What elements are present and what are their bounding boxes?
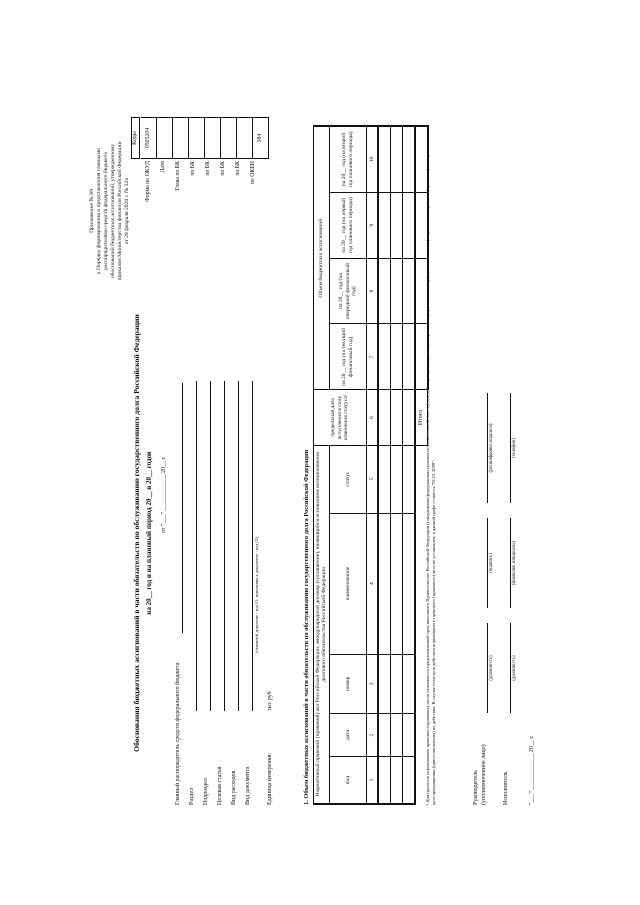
table-row [378, 126, 391, 804]
field-label-cs: Целевая статья [217, 766, 223, 805]
table-row [402, 126, 415, 804]
table-col-number-label: 7 [366, 324, 378, 390]
code-label: по ОКЕИ [250, 161, 256, 185]
field-line-podrazdel [210, 381, 211, 711]
table-col-number-label: 1 [366, 756, 378, 804]
table-col-number-label: 5 [366, 445, 378, 513]
field-label-podrazdel: Подраздел [203, 778, 209, 805]
appendix-number: Приложение № 89 [89, 189, 95, 233]
field-line-grs [182, 383, 183, 633]
unit-label: Единица измерения: [267, 752, 273, 805]
table-col-name: наименование [329, 513, 366, 654]
table-col-year-current: на 20__ год (на текущий финансовый год) [329, 324, 366, 390]
caption-position: (должность) [512, 655, 517, 681]
appendix-line: обоснований бюджетных ассигнований, утвержденному [109, 143, 116, 279]
code-vr [237, 118, 253, 158]
code-label: по БК [205, 161, 211, 176]
field-label-razdel: Раздел [189, 788, 195, 805]
table-row [390, 126, 402, 804]
table-col-date: дата [329, 714, 366, 757]
executor-label: Исполнитель [503, 771, 509, 805]
table-volume-header: Объем бюджетных ассигнований [314, 126, 330, 390]
code-label: Форма по ОКУД [145, 161, 151, 202]
table-col-year-plan1: на 20__ год (на первый год планового периода) [329, 192, 366, 258]
code-podrazdel [205, 118, 221, 158]
form-date-line: от "___" ____________ 20__ г. [161, 456, 167, 533]
caption-signature: (подпись) [489, 553, 494, 573]
head-label: Руководитель [473, 770, 479, 805]
codes-header: Коды [131, 117, 140, 159]
code-razdel [189, 118, 205, 158]
table-col-status: статус [329, 445, 366, 513]
table-col-number-label: 8 [366, 258, 378, 324]
caption-decoding: (расшифровка подписи) [489, 423, 494, 473]
code-cs [221, 118, 237, 158]
field-line-razdel [196, 381, 197, 711]
table-group-header: Нормативный правовой (правовой) акт Российской Федерации, международный договор (соглашение), являющийся основанием возникновения долгового обязательства Российской Федерации [314, 445, 330, 804]
executor-name-line [510, 518, 511, 608]
codes-column [141, 117, 269, 159]
code-glava [173, 118, 189, 158]
field-label-grs: Главный распорядитель средств федерального бюджета [175, 662, 181, 805]
field-label-doc: Вид документа [245, 766, 251, 805]
table-col-number-label: 10 [366, 126, 378, 192]
field-line-cs [224, 381, 225, 711]
table-col-number-label: 6 [366, 390, 378, 445]
appendix-header [89, 91, 131, 331]
table-col-year-next: на 20__ год (на очередной финансовый год) [329, 258, 366, 324]
executor-phone-line [510, 393, 511, 503]
table-col-year-plan2: на 20__ год (на второй год планового периода) [329, 126, 366, 192]
appendix-line: приказом Министерства финансов Российской Федерации [116, 141, 123, 281]
table-col-deadline: предельная дата вступления в силу изменения статуса¹ [314, 390, 367, 445]
code-label: по БК [220, 161, 226, 176]
appendix-line: к Порядку формирования и представления главными [95, 147, 102, 275]
table-col-number-label: 2 [366, 714, 378, 757]
code-date [157, 118, 173, 158]
table-col-number-label: 9 [366, 192, 378, 258]
caption-phone: (телефон) [512, 437, 517, 459]
field-line-vr [238, 381, 239, 711]
unit-value: тыс руб [267, 691, 273, 711]
section-title: 1. Объем бюджетных ассигнований в части обязательств по обслуживанию государственного долга Российской Федерации [303, 449, 310, 805]
document-subtitle: на 20__ год и на плановый период 20__ и 20__ годов [145, 451, 153, 615]
appendix-line: распорядителями средств федерального бюджета [102, 152, 109, 270]
code-label: по БК [235, 161, 241, 176]
caption-name: (фамилия, инициалы) [512, 540, 517, 586]
table-col-number: номер [329, 654, 366, 714]
table-total-label: Итого [415, 390, 428, 445]
code-label: Дата [160, 161, 166, 173]
field-line-doc [252, 381, 253, 711]
obligations-table [313, 125, 429, 805]
table-col-vid: вид [329, 756, 366, 804]
code-label: по БК [190, 161, 196, 176]
signature-date: "___" ____________ 20__ г. [529, 735, 535, 805]
doc-type-note: (основной документ - код 01; изменения к документу - код 02) [254, 536, 259, 653]
head-decoding-line [487, 393, 488, 503]
footnote: ¹ Для проектов нормативных правовых (правовых) актов указывается предполагаемый срок внесения в Правительство Российской Федерации (утверждения федеральным органом исполнительной власти), для действующих, подлежащих признанию утратившими силу (приостановлению) нормативных правовых (правовых) актов указывается дата прекращения (приостановления) их действия. В случае если срок действия нормативного правового (правового) акта не установлен, в данной графе ставится "01.01.2099". [425, 132, 436, 805]
head-sublabel: (уполномоченное лицо) [481, 744, 487, 805]
caption-position: (должность) [489, 655, 494, 681]
appendix-line: от 28 февраля 2020 г. № 32н [123, 177, 130, 245]
document-title: Обоснования бюджетных ассигнований в части обязательств по обслуживанию государственного долга Российской Федерации [132, 314, 141, 752]
head-position-line [487, 623, 488, 713]
executor-position-line [510, 623, 511, 713]
head-signature-line [487, 518, 488, 608]
code-okei: 384 [257, 133, 263, 143]
rotated-form-sheet [85, 83, 555, 823]
table-col-number-label: 4 [366, 513, 378, 654]
table-col-number-label: 3 [366, 654, 378, 714]
field-label-vr: Вид расходов [231, 770, 237, 805]
code-label: Глава по БК [175, 161, 181, 191]
code-okud: 0505204 [141, 118, 157, 158]
